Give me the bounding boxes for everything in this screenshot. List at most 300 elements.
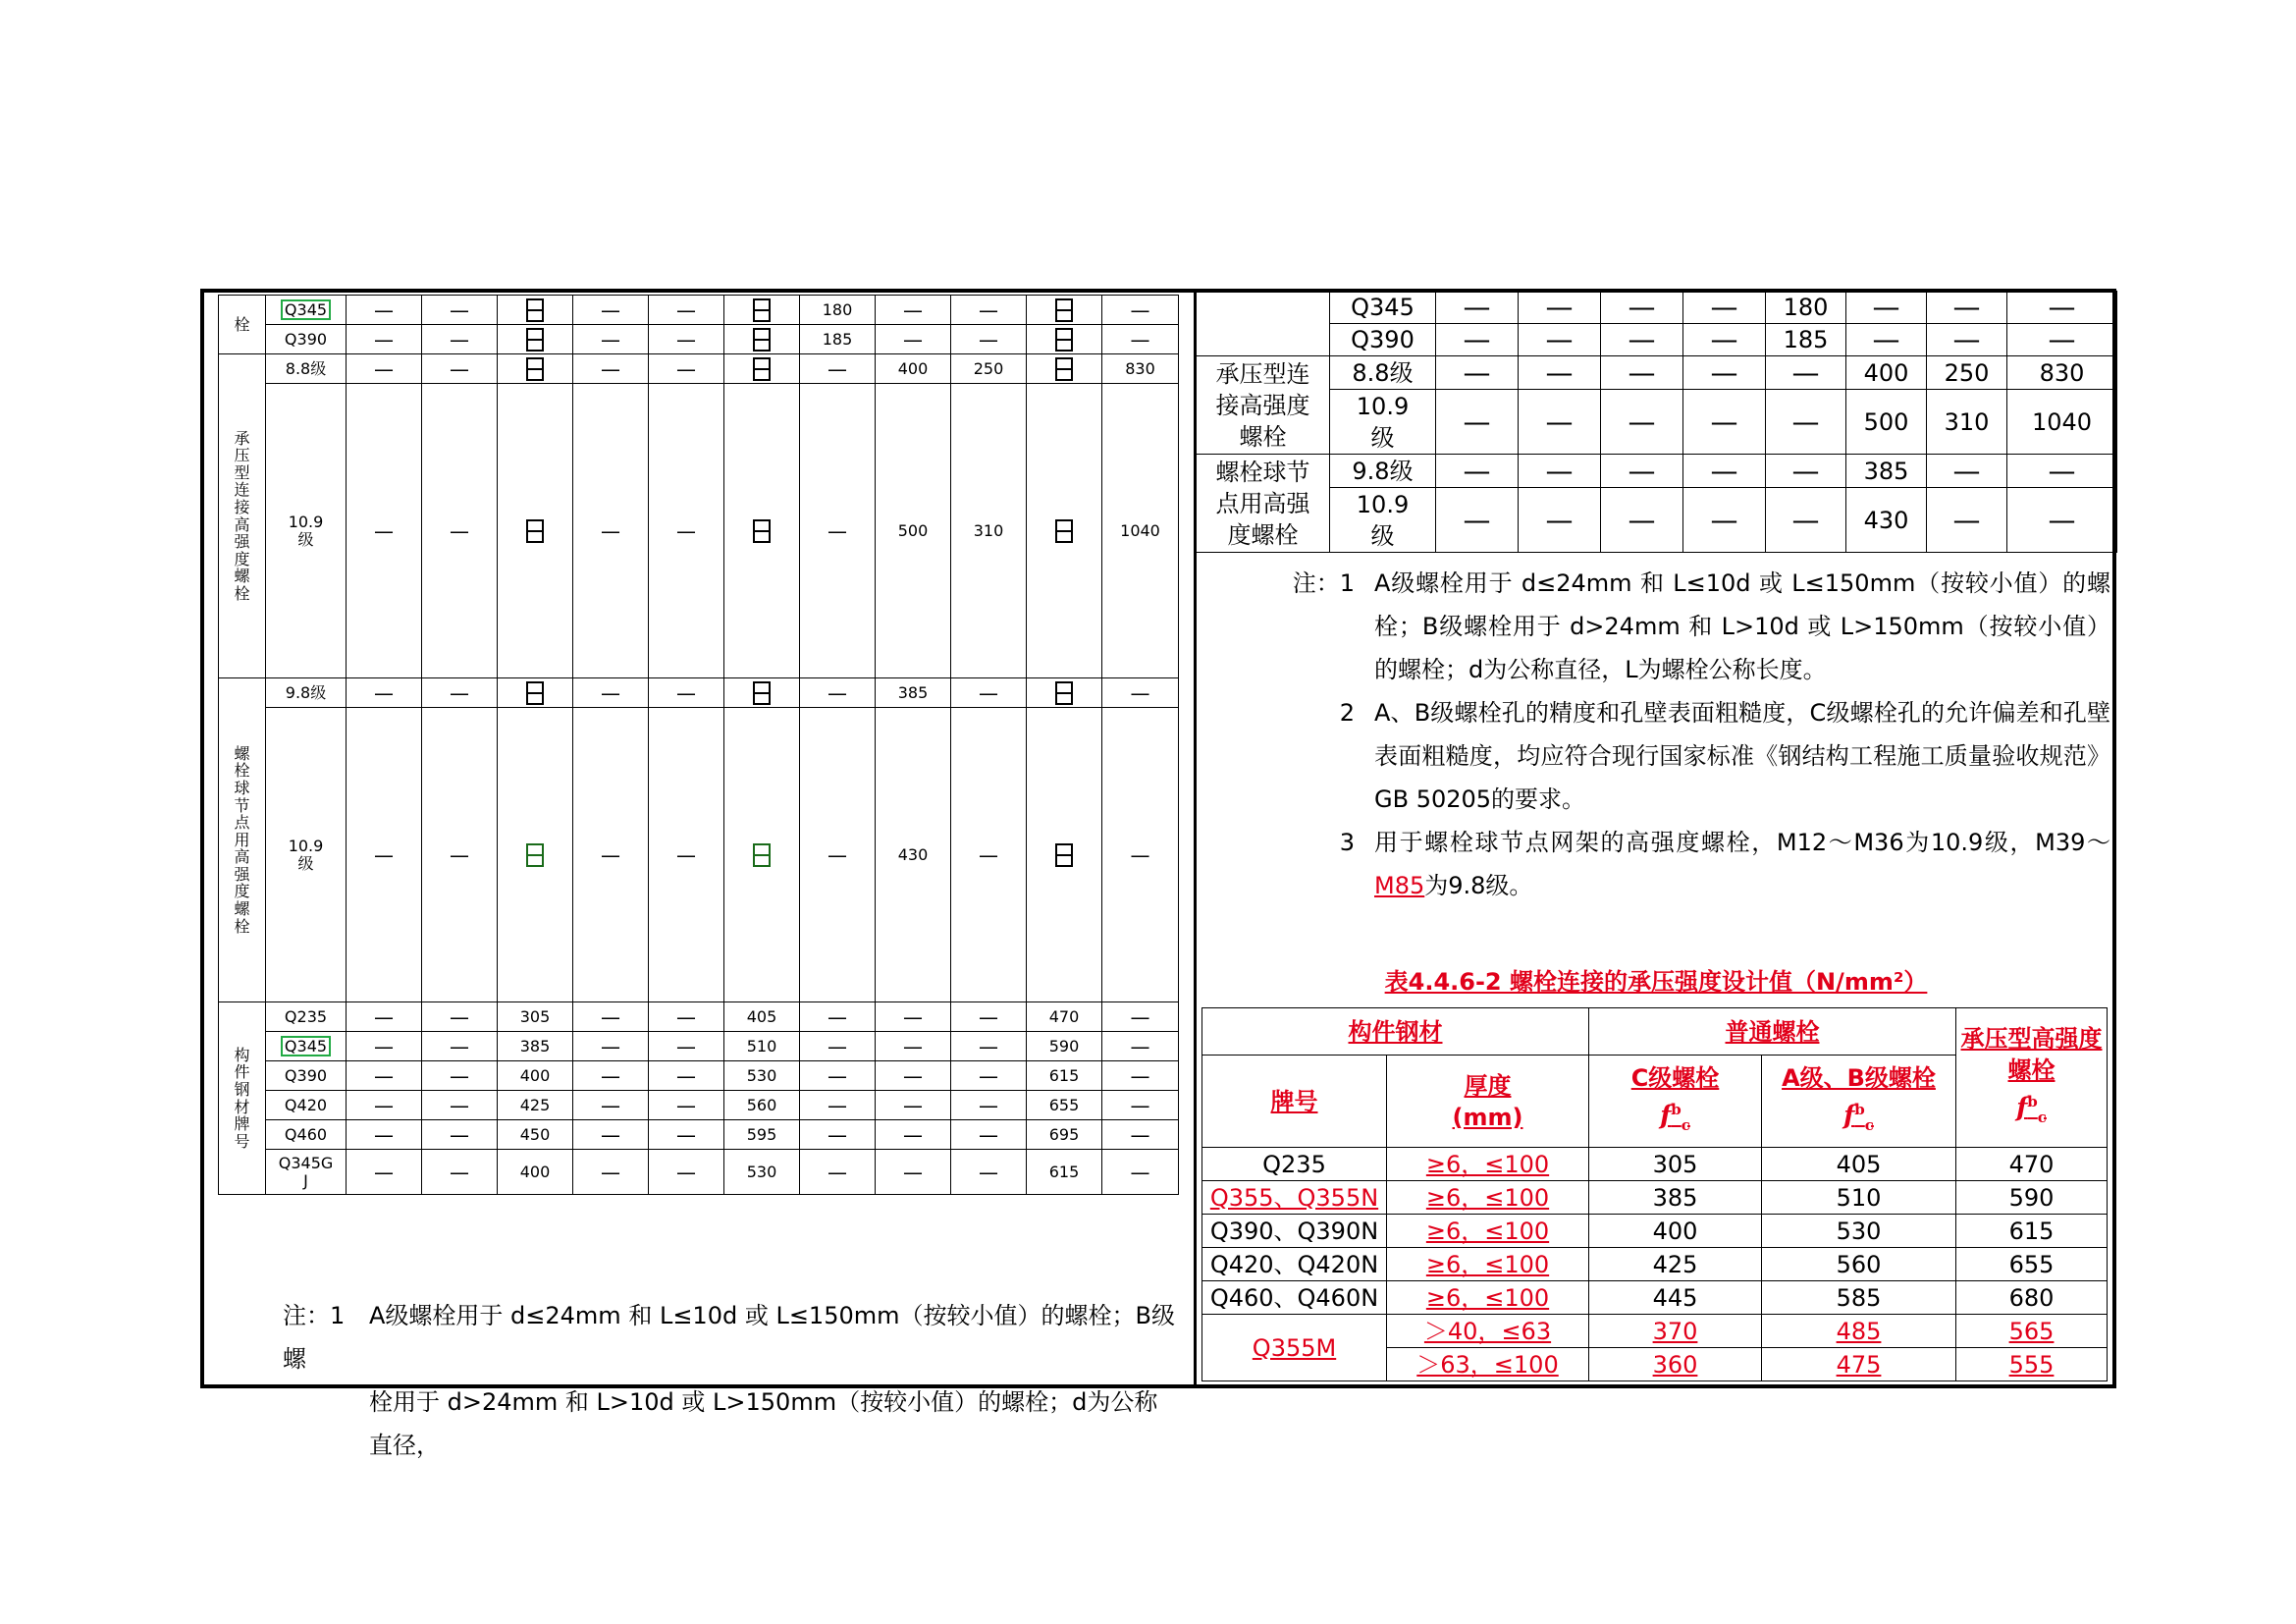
grade-cell: Q235 (266, 1002, 347, 1032)
table-row (219, 1032, 1179, 1061)
box-symbol (1055, 357, 1073, 381)
value-cell (1027, 325, 1102, 354)
box-symbol (753, 681, 771, 705)
note-3-text-b: 为9.8级。 (1424, 872, 1533, 899)
value-cell: — (1102, 1091, 1179, 1120)
value-cell: — (649, 296, 724, 325)
symbol-fcb-2: $f^b_c$ (1843, 1100, 1874, 1134)
value-cell: — (347, 708, 422, 1002)
left-note-line2: 栓用于 d>24mm 和 L>10d 或 L>150mm（按较小值）的螺栓；d为公称直径， (369, 1388, 1158, 1459)
grade-cell: Q345G J (266, 1150, 347, 1195)
grade-cell: Q355M (1202, 1315, 1387, 1381)
table-row (1202, 1181, 2108, 1215)
table-row (219, 1061, 1179, 1091)
value-cell: 385 (876, 678, 951, 708)
grade-cell: Q460 (266, 1120, 347, 1150)
value-cell: 305 (498, 1002, 573, 1032)
header-grade: 牌号 (1202, 1056, 1387, 1148)
value-cell: — (1683, 356, 1766, 390)
grade-cell: 10.9 级 (1330, 488, 1436, 553)
value-cell: — (1683, 455, 1766, 488)
value-cell: 310 (1927, 390, 2007, 455)
value-cell: 695 (1027, 1120, 1102, 1150)
value-cell: — (1601, 356, 1683, 390)
value-cell: — (951, 1091, 1027, 1120)
table-row (1202, 1248, 2108, 1281)
value-cell: — (649, 1032, 724, 1061)
value-cell: 180 (800, 296, 876, 325)
value-cell: — (573, 384, 649, 678)
value-cell: — (1102, 1061, 1179, 1091)
note-1-label: 注：1 (1292, 569, 1355, 597)
value-cell: 500 (876, 384, 951, 678)
table-caption: 表4.4.6-2 螺栓连接的承压强度设计值（N/mm²） (1384, 968, 1928, 996)
value-cell (498, 325, 573, 354)
value-cell: — (347, 1032, 422, 1061)
value-cell: 615 (1027, 1061, 1102, 1091)
value-cell: 595 (724, 1120, 800, 1150)
grade-cell: 10.9 级 (266, 384, 347, 678)
value-cell: ≥6，≤100 (1387, 1181, 1589, 1215)
table-row (1202, 1215, 2108, 1248)
value-cell: — (1436, 356, 1519, 390)
value-cell: — (649, 384, 724, 678)
value-cell: 655 (1027, 1091, 1102, 1120)
header-pressure-label: 承压型高强度螺栓 (1960, 1024, 2103, 1084)
table-row (1197, 488, 2117, 553)
value-cell: — (1519, 488, 1601, 553)
value-cell (1027, 678, 1102, 708)
value-cell: — (1927, 488, 2007, 553)
value-cell: — (1601, 488, 1683, 553)
value-cell: — (800, 708, 876, 1002)
value-cell: — (2007, 292, 2117, 324)
table-row (219, 384, 1179, 678)
value-cell: — (347, 1002, 422, 1032)
value-cell: 185 (1766, 324, 1846, 356)
left-note-line1: A级螺栓用于 d≤24mm 和 L≤10d 或 L≤150mm（按较小值）的螺栓；B级螺 (283, 1302, 1175, 1373)
value-cell: — (876, 296, 951, 325)
value-cell: — (1519, 324, 1601, 356)
value-cell: — (573, 1002, 649, 1032)
value-cell (724, 296, 800, 325)
value-cell: 655 (1956, 1248, 2108, 1281)
left-note-label: 注：1 (283, 1302, 346, 1329)
value-cell: — (1519, 356, 1601, 390)
value-cell: 385 (1589, 1181, 1762, 1215)
header-ab-bolt: A级、B级螺栓 $f^b_c$ (1762, 1056, 1956, 1148)
value-cell: — (800, 1002, 876, 1032)
table-row (219, 1002, 1179, 1032)
box-symbol (526, 298, 544, 322)
value-cell: — (1846, 324, 1927, 356)
value-cell: — (422, 708, 498, 1002)
value-cell: — (876, 1032, 951, 1061)
table-row (1197, 455, 2117, 488)
value-cell: — (876, 1120, 951, 1150)
value-cell: — (573, 1120, 649, 1150)
value-cell: ≥6，≤100 (1387, 1281, 1589, 1315)
value-cell: — (422, 325, 498, 354)
value-cell: 530 (724, 1061, 800, 1091)
box-symbol (1055, 298, 1073, 322)
symbol-fcb-3: $f^b_c$ (2016, 1092, 2047, 1126)
value-cell: — (347, 354, 422, 384)
value-cell: — (422, 1091, 498, 1120)
box-symbol (753, 298, 771, 322)
value-cell: — (1436, 292, 1519, 324)
value-cell: — (422, 384, 498, 678)
value-cell: — (2007, 324, 2117, 356)
box-symbol (1055, 328, 1073, 352)
value-cell: — (347, 1120, 422, 1150)
value-cell: 830 (2007, 356, 2117, 390)
value-cell: — (1102, 1150, 1179, 1195)
table-row (219, 1091, 1179, 1120)
value-cell: — (876, 1150, 951, 1195)
value-cell (1027, 354, 1102, 384)
value-cell: — (800, 678, 876, 708)
box-symbol (753, 357, 771, 381)
bearing-strength-table (1201, 1007, 2108, 1381)
value-cell: 400 (498, 1150, 573, 1195)
value-cell: — (1436, 488, 1519, 553)
value-cell: — (800, 1061, 876, 1091)
value-cell: 425 (498, 1091, 573, 1120)
value-cell: 585 (1762, 1281, 1956, 1315)
value-cell: Q355、Q355N (1202, 1181, 1387, 1215)
box-symbol (753, 328, 771, 352)
value-cell: — (1436, 324, 1519, 356)
value-cell: — (1519, 455, 1601, 488)
value-cell: — (422, 1002, 498, 1032)
value-cell: — (2007, 455, 2117, 488)
value-cell: 250 (1927, 356, 2007, 390)
value-cell: — (347, 678, 422, 708)
value-cell: — (876, 1091, 951, 1120)
value-cell: — (800, 354, 876, 384)
table-row (1197, 390, 2117, 455)
value-cell (498, 678, 573, 708)
value-cell: — (573, 1032, 649, 1061)
note-3-red: M85 (1374, 872, 1425, 899)
group-label: 栓 (219, 296, 266, 354)
value-cell: — (422, 296, 498, 325)
table-row (1197, 356, 2117, 390)
value-cell: — (573, 296, 649, 325)
value-cell: ≥6，≤100 (1387, 1248, 1589, 1281)
value-cell: — (951, 1150, 1027, 1195)
value-cell: 475 (1762, 1348, 1956, 1381)
group-label: 螺 栓 球 节 点 用 高 强 度 螺 栓 (219, 678, 266, 1002)
value-cell (1027, 296, 1102, 325)
value-cell: — (1102, 678, 1179, 708)
value-cell: — (347, 325, 422, 354)
value-cell: — (573, 325, 649, 354)
value-cell: ≥6，≤100 (1387, 1148, 1589, 1181)
left-strength-table (218, 295, 1179, 1195)
value-cell: — (347, 296, 422, 325)
table-row (219, 354, 1179, 384)
value-cell: 180 (1766, 292, 1846, 324)
header-member: 构件钢材 (1202, 1008, 1589, 1056)
value-cell: — (800, 1120, 876, 1150)
table-row (1197, 292, 2117, 324)
table-row (219, 708, 1179, 1002)
header-ordinary: 普通螺栓 (1589, 1008, 1956, 1056)
value-cell: — (1102, 708, 1179, 1002)
value-cell: — (347, 1150, 422, 1195)
grade-cell: Q345 (266, 296, 347, 325)
table-row (1202, 1148, 2108, 1181)
value-cell: — (1436, 390, 1519, 455)
value-cell: — (649, 1120, 724, 1150)
value-cell: — (422, 1150, 498, 1195)
value-cell: — (1766, 488, 1846, 553)
value-cell: 470 (1956, 1148, 2108, 1181)
right-notes (1266, 562, 2110, 907)
box-symbol (1055, 843, 1073, 867)
value-cell: — (951, 325, 1027, 354)
note-3-text-a: 用于螺栓球节点网架的高强度螺栓，M12～M36为10.9级，M39～ (1374, 829, 2110, 856)
value-cell: — (876, 325, 951, 354)
value-cell: — (1846, 292, 1927, 324)
header-pressure (1956, 1008, 2108, 1148)
value-cell: 510 (724, 1032, 800, 1061)
value-cell: — (422, 354, 498, 384)
value-cell: 450 (498, 1120, 573, 1150)
grade-cell: 10.9 级 (266, 708, 347, 1002)
group-label: 构 件 钢 材 牌 号 (219, 1002, 266, 1195)
value-cell: Q235 (1202, 1148, 1387, 1181)
value-cell: — (573, 678, 649, 708)
value-cell (1027, 708, 1102, 1002)
value-cell: 250 (951, 354, 1027, 384)
value-cell: — (1683, 324, 1766, 356)
value-cell: — (649, 1061, 724, 1091)
grade-cell: 9.8级 (266, 678, 347, 708)
value-cell (724, 325, 800, 354)
value-cell: — (573, 354, 649, 384)
box-symbol (526, 357, 544, 381)
value-cell: 470 (1027, 1002, 1102, 1032)
value-cell: 185 (800, 325, 876, 354)
value-cell: 370 (1589, 1315, 1762, 1348)
value-cell: — (800, 1091, 876, 1120)
value-cell: — (1683, 292, 1766, 324)
value-cell: 590 (1956, 1181, 2108, 1215)
value-cell: — (1601, 324, 1683, 356)
value-cell: — (1519, 390, 1601, 455)
right-top-table (1196, 291, 2117, 553)
group-label: 承压型连 接高强度 螺栓 (1197, 356, 1330, 455)
table-row (219, 325, 1179, 354)
value-cell: — (649, 1002, 724, 1032)
value-cell: — (800, 384, 876, 678)
grade-cell: Q345 (266, 1032, 347, 1061)
note-2 (1266, 691, 2110, 821)
value-cell: — (951, 1120, 1027, 1150)
value-cell: ≥6，≤100 (1387, 1215, 1589, 1248)
value-cell: — (1766, 390, 1846, 455)
note-3-text (1374, 821, 2110, 907)
value-cell: 615 (1027, 1150, 1102, 1195)
note-3-label: 3 (1339, 829, 1355, 856)
value-cell: — (1683, 488, 1766, 553)
value-cell: — (422, 1120, 498, 1150)
header-thickness: 厚度 (mm) (1387, 1056, 1589, 1148)
value-cell: — (649, 325, 724, 354)
value-cell: — (1102, 296, 1179, 325)
table-row (219, 1150, 1179, 1195)
note-2-text: A、B级螺栓孔的精度和孔壁表面粗糙度，C级螺栓孔的允许偏差和孔壁表面粗糙度，均应符合现行国家标准《钢结构工程施工质量验收规范》GB 50205的要求。 (1374, 699, 2110, 813)
value-cell: 565 (1956, 1315, 2108, 1348)
value-cell: — (1927, 324, 2007, 356)
value-cell: 400 (1846, 356, 1927, 390)
value-cell: 385 (1846, 455, 1927, 488)
value-cell: 400 (498, 1061, 573, 1091)
value-cell: — (1102, 1032, 1179, 1061)
value-cell: 385 (498, 1032, 573, 1061)
value-cell: — (876, 1002, 951, 1032)
value-cell: — (1601, 292, 1683, 324)
grade-cell: Q390 (266, 1061, 347, 1091)
value-cell (498, 708, 573, 1002)
symbol-fcb-1: $f^b_c$ (1660, 1100, 1690, 1134)
box-symbol (753, 519, 771, 543)
box-symbol (526, 328, 544, 352)
value-cell: — (649, 1091, 724, 1120)
note-2-label: 2 (1339, 699, 1355, 727)
note-1 (1266, 562, 2110, 691)
value-cell: — (1766, 455, 1846, 488)
table-row (1197, 324, 2117, 356)
value-cell (724, 678, 800, 708)
box-symbol (1055, 681, 1073, 705)
value-cell: 430 (876, 708, 951, 1002)
box-symbol (526, 519, 544, 543)
grade-cell: Q420 (266, 1091, 347, 1120)
table-row (219, 296, 1179, 325)
value-cell: Q420、Q420N (1202, 1248, 1387, 1281)
value-cell: 405 (724, 1002, 800, 1032)
value-cell: 560 (724, 1091, 800, 1120)
value-cell: — (1601, 455, 1683, 488)
value-cell (1027, 384, 1102, 678)
value-cell: — (951, 708, 1027, 1002)
box-symbol (753, 843, 771, 867)
value-cell: 615 (1956, 1215, 2108, 1248)
grade-cell: Q390 (266, 325, 347, 354)
grade-cell: 9.8级 (1330, 455, 1436, 488)
value-cell: 1040 (1102, 384, 1179, 678)
value-cell: 445 (1589, 1281, 1762, 1315)
value-cell (724, 354, 800, 384)
grade-cell: Q345 (1330, 292, 1436, 324)
value-cell: 400 (1589, 1215, 1762, 1248)
table-row (219, 1120, 1179, 1150)
note-1-text: A级螺栓用于 d≤24mm 和 L≤10d 或 L≤150mm（按较小值）的螺栓；B级螺栓用于 d>24mm 和 L>10d 或 L>150mm（按较小值）的螺栓；d为公称直径，L为螺栓公称长度。 (1374, 569, 2110, 683)
value-cell: — (422, 678, 498, 708)
value-cell: — (1436, 455, 1519, 488)
value-cell: 360 (1589, 1348, 1762, 1381)
value-cell: ＞63，≤100 (1387, 1348, 1589, 1381)
grade-cell: 8.8级 (266, 354, 347, 384)
value-cell: 530 (1762, 1215, 1956, 1248)
value-cell: — (573, 708, 649, 1002)
value-cell: 590 (1027, 1032, 1102, 1061)
value-cell: 310 (951, 384, 1027, 678)
box-symbol (526, 681, 544, 705)
note-3 (1266, 821, 2110, 907)
value-cell: — (649, 1150, 724, 1195)
group-label: 螺栓球节 点用高强 度螺栓 (1197, 455, 1330, 553)
value-cell: 830 (1102, 354, 1179, 384)
value-cell (724, 384, 800, 678)
value-cell: — (1683, 390, 1766, 455)
value-cell: — (573, 1061, 649, 1091)
value-cell: 400 (876, 354, 951, 384)
value-cell: — (649, 678, 724, 708)
value-cell: — (422, 1061, 498, 1091)
value-cell: 405 (1762, 1148, 1956, 1181)
value-cell: — (951, 678, 1027, 708)
value-cell: — (2007, 488, 2117, 553)
value-cell: — (951, 1002, 1027, 1032)
box-symbol (1055, 519, 1073, 543)
header-c-bolt: C级螺栓 $f^b_c$ (1589, 1056, 1762, 1148)
value-cell: — (649, 708, 724, 1002)
value-cell: — (347, 1061, 422, 1091)
value-cell (498, 384, 573, 678)
group-label (1197, 292, 1330, 356)
left-note (283, 1294, 1176, 1467)
grade-cell: 8.8级 (1330, 356, 1436, 390)
value-cell: — (876, 1061, 951, 1091)
value-cell: — (1519, 292, 1601, 324)
value-cell: — (951, 1061, 1027, 1091)
value-cell: — (1927, 455, 2007, 488)
value-cell: — (951, 1032, 1027, 1061)
value-cell: — (800, 1150, 876, 1195)
value-cell: Q460、Q460N (1202, 1281, 1387, 1315)
value-cell: 485 (1762, 1315, 1956, 1348)
value-cell: 500 (1846, 390, 1927, 455)
value-cell: Q390、Q390N (1202, 1215, 1387, 1248)
value-cell: 305 (1589, 1148, 1762, 1181)
group-label: 承 压 型 连 接 高 强 度 螺 栓 (219, 354, 266, 678)
value-cell: — (1601, 390, 1683, 455)
value-cell (724, 708, 800, 1002)
value-cell: 560 (1762, 1248, 1956, 1281)
value-cell: — (1102, 1002, 1179, 1032)
value-cell: 530 (724, 1150, 800, 1195)
table-row (219, 678, 1179, 708)
value-cell: — (573, 1091, 649, 1120)
value-cell: — (422, 1032, 498, 1061)
table-row (1202, 1315, 2108, 1348)
value-cell: — (347, 1091, 422, 1120)
box-symbol (526, 843, 544, 867)
value-cell: — (1102, 1120, 1179, 1150)
value-cell: — (649, 354, 724, 384)
table-row (1202, 1281, 2108, 1315)
value-cell: 425 (1589, 1248, 1762, 1281)
value-cell (498, 296, 573, 325)
value-cell: 680 (1956, 1281, 2108, 1315)
value-cell: 1040 (2007, 390, 2117, 455)
value-cell: — (347, 384, 422, 678)
